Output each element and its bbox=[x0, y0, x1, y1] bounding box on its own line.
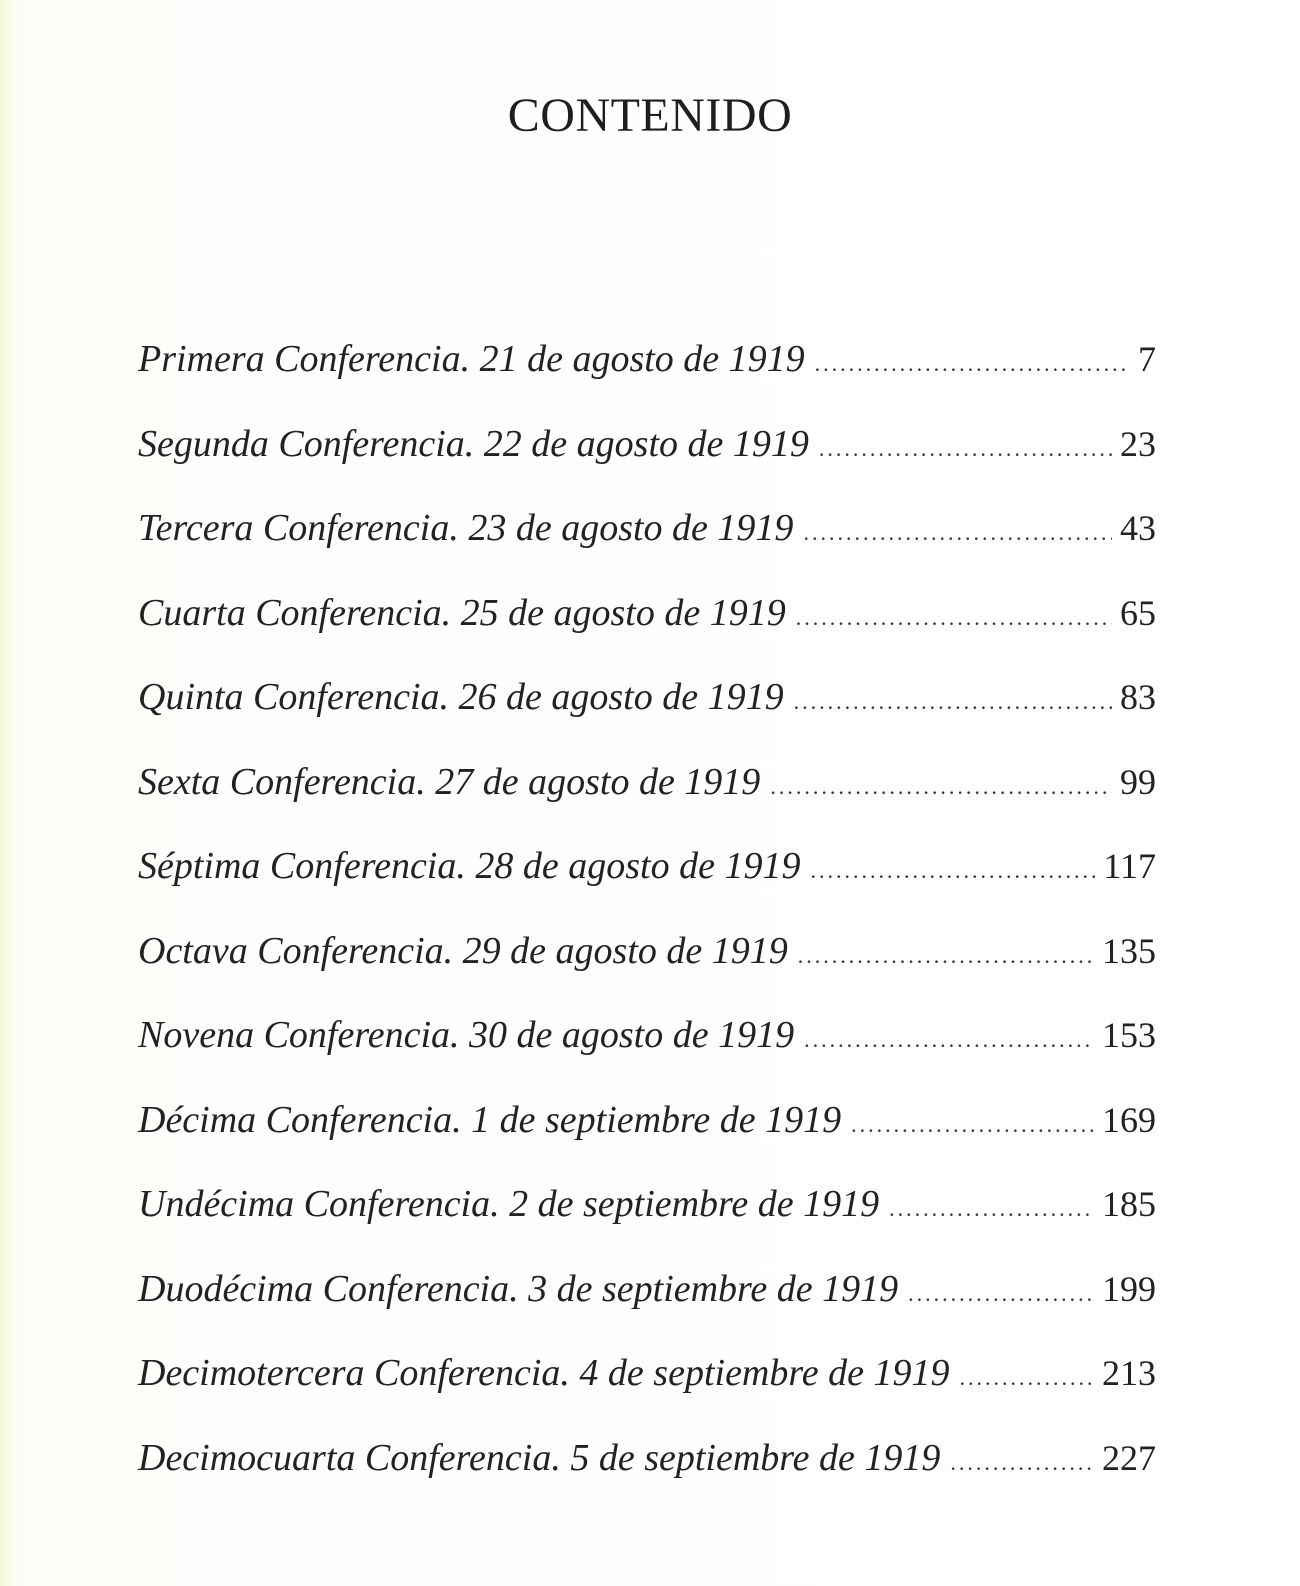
toc-entry-page: 185 bbox=[1102, 1184, 1156, 1224]
toc-entry-page: 23 bbox=[1120, 423, 1156, 464]
toc-entry-page: 117 bbox=[1103, 846, 1156, 886]
toc-dot-leader bbox=[819, 436, 1112, 462]
toc-dot-leader bbox=[908, 1281, 1094, 1307]
toc-entry-page: 227 bbox=[1102, 1437, 1156, 1478]
toc-dot-leader bbox=[851, 1112, 1094, 1138]
toc-entry bbox=[138, 337, 1156, 422]
toc-entry-label: Cuarta Conferencia. 25 de agosto de 1919 bbox=[138, 591, 786, 634]
table-of-contents bbox=[138, 337, 1156, 1520]
toc-entry-page: 43 bbox=[1120, 508, 1156, 548]
toc-entry bbox=[138, 1267, 1156, 1352]
toc-entry-page: 135 bbox=[1102, 930, 1156, 971]
toc-dot-leader bbox=[794, 689, 1112, 715]
toc-dot-leader bbox=[889, 1196, 1094, 1222]
toc-entry bbox=[138, 1182, 1156, 1267]
toc-entry-label: Undécima Conferencia. 2 de septiembre de 1919 bbox=[138, 1183, 880, 1225]
toc-entry bbox=[138, 591, 1156, 676]
toc-dot-leader bbox=[796, 605, 1112, 631]
toc-entry bbox=[138, 675, 1156, 760]
toc-entry-label: Duodécima Conferencia. 3 de septiembre de 1919 bbox=[138, 1267, 899, 1310]
toc-entry-page: 199 bbox=[1102, 1268, 1156, 1309]
toc-dot-leader bbox=[960, 1365, 1095, 1391]
toc-dot-leader bbox=[803, 520, 1112, 546]
toc-entry-page: 213 bbox=[1102, 1353, 1156, 1393]
toc-dot-leader bbox=[810, 858, 1095, 884]
toc-entry-page: 153 bbox=[1102, 1015, 1156, 1055]
toc-entry bbox=[138, 506, 1156, 591]
toc-entry bbox=[138, 1098, 1156, 1183]
toc-entry-label: Tercera Conferencia. 23 de agosto de 1919 bbox=[138, 507, 794, 549]
toc-entry-label: Quinta Conferencia. 26 de agosto de 1919 bbox=[138, 676, 784, 718]
toc-entry-page: 99 bbox=[1120, 761, 1156, 802]
toc-dot-leader bbox=[770, 774, 1112, 800]
toc-entry bbox=[138, 929, 1156, 1014]
toc-entry-label: Décima Conferencia. 1 de septiembre de 1919 bbox=[138, 1098, 842, 1141]
toc-entry-page: 65 bbox=[1120, 592, 1156, 633]
toc-entry-label: Primera Conferencia. 21 de agosto de 1919 bbox=[138, 338, 805, 380]
toc-entry-page: 7 bbox=[1138, 339, 1156, 379]
toc-entry bbox=[138, 760, 1156, 845]
toc-entry-page: 169 bbox=[1102, 1099, 1156, 1140]
toc-entry-page: 83 bbox=[1120, 677, 1156, 717]
toc-dot-leader bbox=[804, 1027, 1094, 1053]
toc-entry bbox=[138, 422, 1156, 507]
toc-entry-label: Sexta Conferencia. 27 de agosto de 1919 bbox=[138, 760, 761, 803]
toc-entry-label: Novena Conferencia. 30 de agosto de 1919 bbox=[138, 1014, 795, 1056]
toc-entry-label: Decimotercera Conferencia. 4 de septiembre de 1919 bbox=[138, 1352, 950, 1394]
toc-dot-leader bbox=[950, 1450, 1094, 1476]
toc-entry-label: Séptima Conferencia. 28 de agosto de 1919 bbox=[138, 845, 801, 887]
toc-entry-label: Decimocuarta Conferencia. 5 de septiembre de 1919 bbox=[138, 1436, 941, 1479]
toc-dot-leader bbox=[815, 351, 1128, 377]
toc-dot-leader bbox=[798, 943, 1094, 969]
page-title: CONTENIDO bbox=[507, 89, 793, 142]
toc-entry bbox=[138, 1351, 1156, 1436]
toc-entry bbox=[138, 844, 1156, 929]
toc-entry-label: Octava Conferencia. 29 de agosto de 1919 bbox=[138, 929, 788, 972]
toc-entry bbox=[138, 1436, 1156, 1521]
toc-entry-label: Segunda Conferencia. 22 de agosto de 1919 bbox=[138, 422, 809, 465]
toc-entry bbox=[138, 1013, 1156, 1098]
